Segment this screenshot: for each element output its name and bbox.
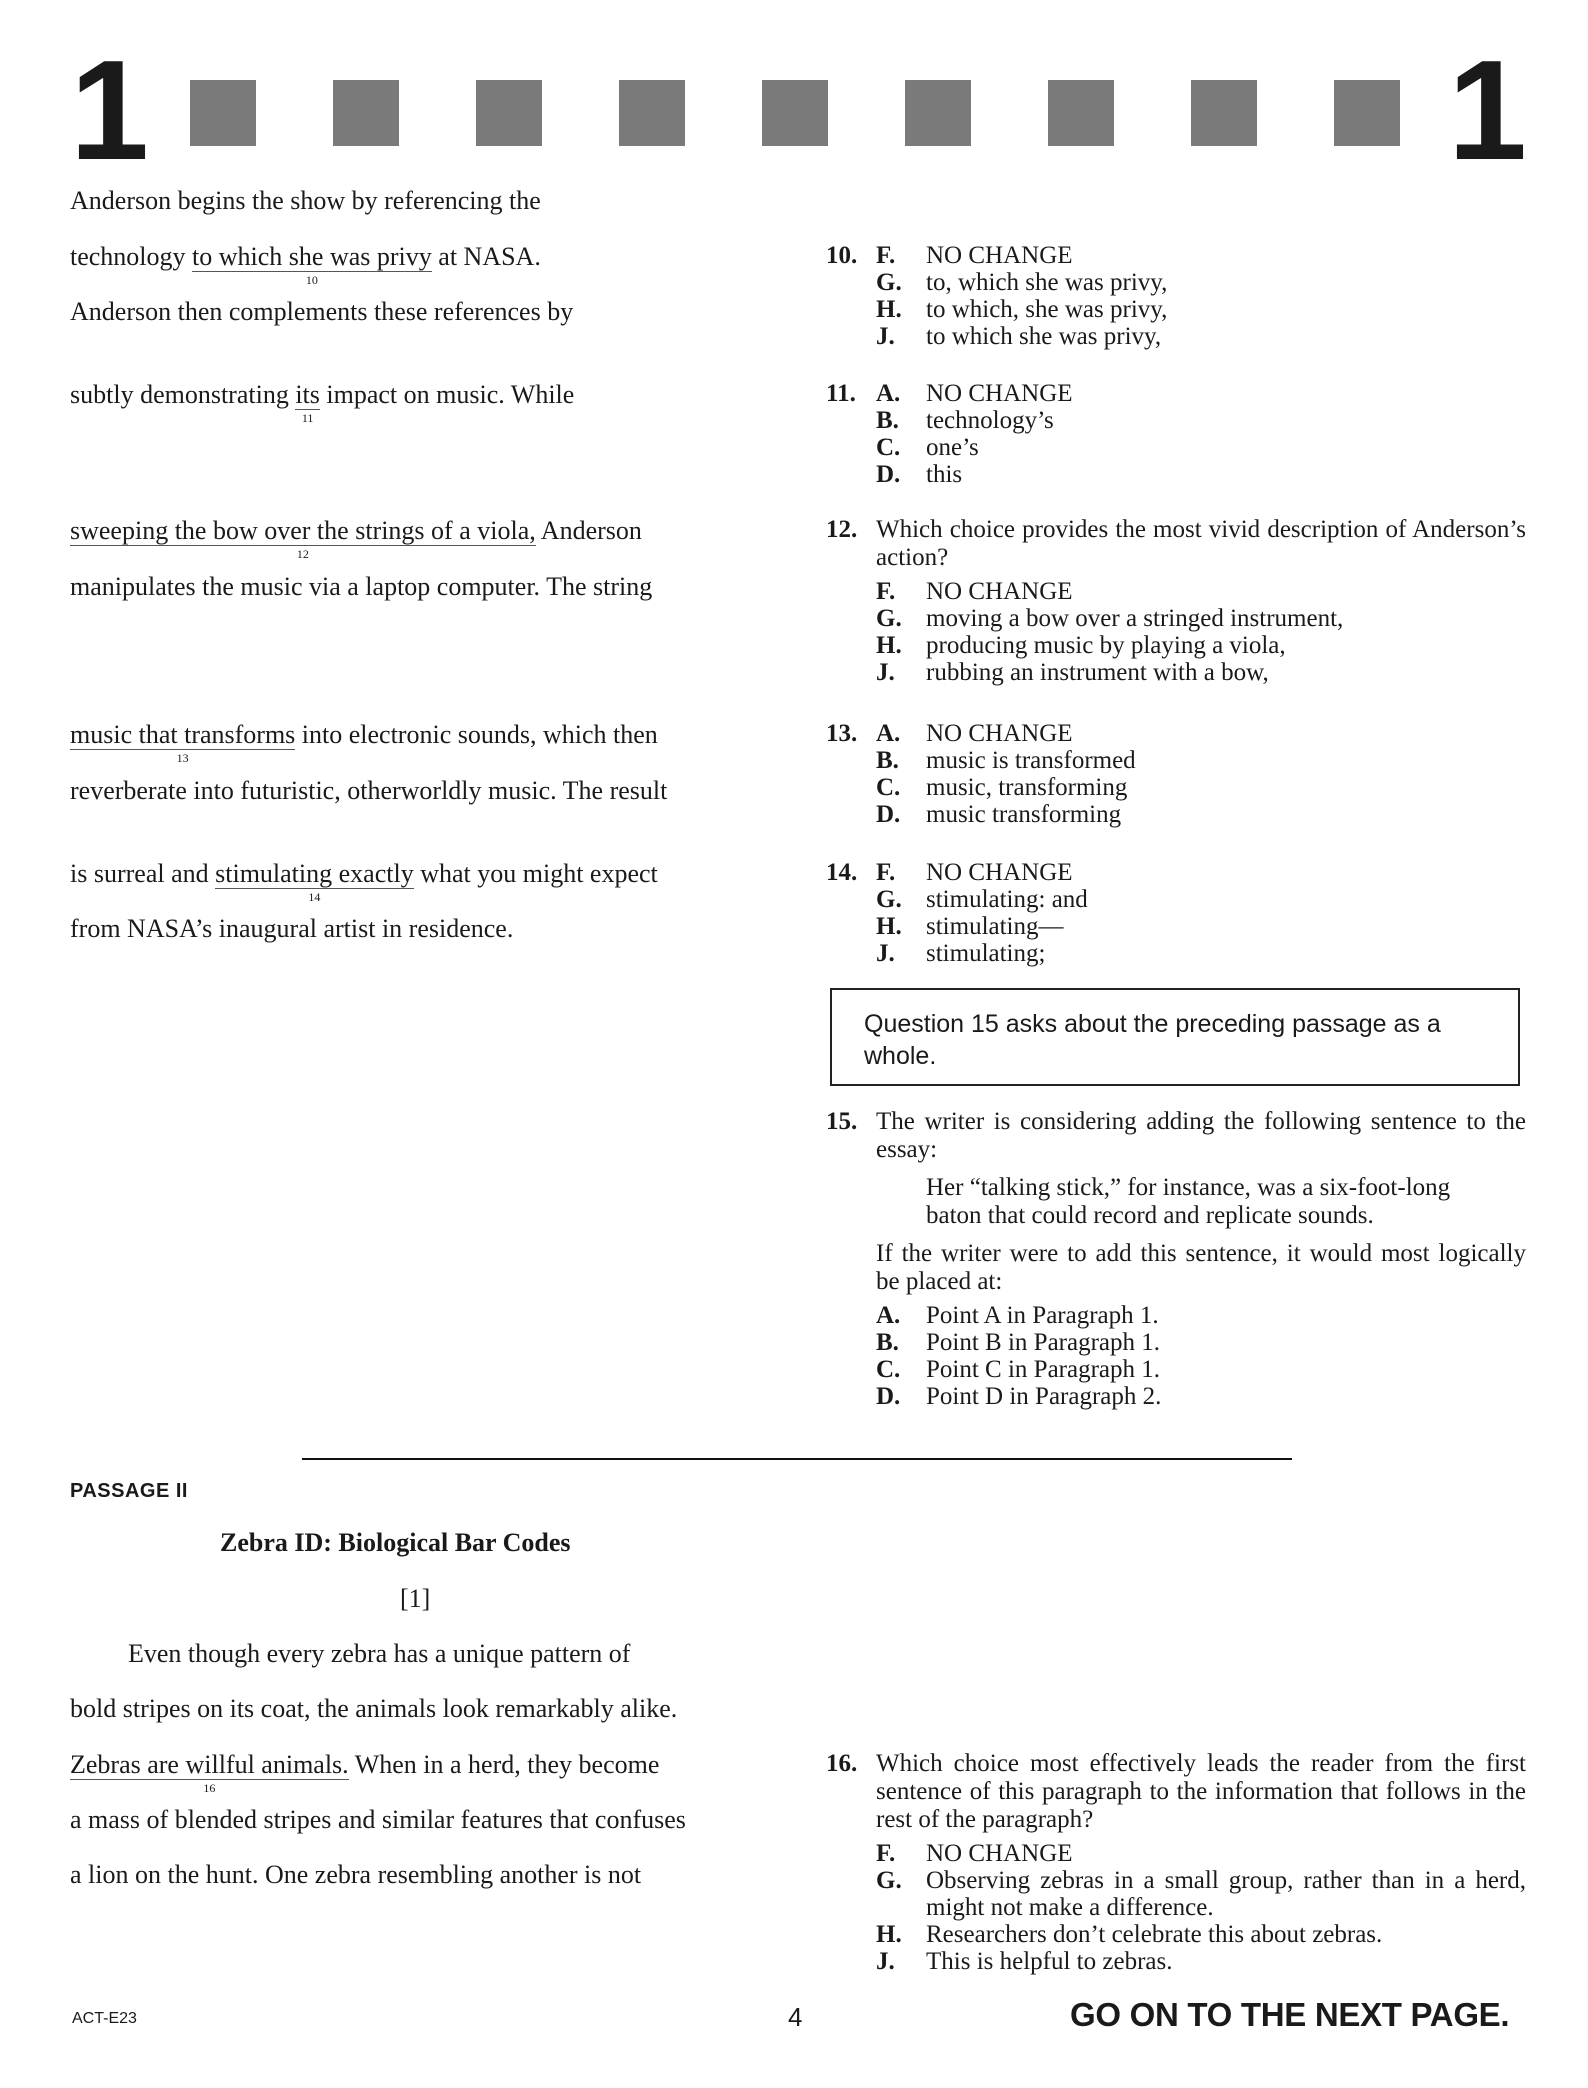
question-number: 11. — [826, 380, 856, 407]
option[interactable]: 14. F. NO CHANGE — [826, 859, 1073, 886]
option[interactable]: 10. F. NO CHANGE — [826, 242, 1073, 269]
underline-number: 11 — [301, 411, 314, 425]
option[interactable]: G. moving a bow over a stringed instrument, — [876, 605, 1344, 632]
section-number-right: 1 — [1448, 31, 1521, 190]
question-substem: If the writer were to add this sentence, it would most logically be placed at: — [876, 1240, 1526, 1295]
underline-number: 14 — [308, 890, 321, 904]
header-square — [476, 80, 542, 146]
underlined-portion-11: its 11 — [295, 380, 320, 425]
section-number-left: 1 — [70, 31, 143, 190]
option[interactable]: H. producing music by playing a viola, — [876, 632, 1286, 659]
question-stem: Which choice provides the most vivid description of Anderson’s action? — [876, 516, 1526, 571]
question-stem: Which choice most effectively leads the reader from the first sentence of this paragraph to the information that follows in the rest of the paragraph? — [876, 1750, 1526, 1833]
option[interactable]: D. this — [876, 461, 963, 488]
header-square — [619, 80, 685, 146]
option[interactable]: F. NO CHANGE — [876, 578, 1073, 605]
underlined-portion-14: stimulating exactly 14 — [215, 859, 414, 904]
underlined-portion-16: Zebras are willful animals. 16 — [70, 1750, 349, 1795]
underlined-portion-12: sweeping the bow over the strings of a viola, 12 — [70, 516, 536, 561]
header-square — [905, 80, 971, 146]
option[interactable]: 11. A. NO CHANGE — [826, 380, 1073, 407]
question-11 — [826, 380, 1526, 488]
question-number: 12. — [826, 516, 858, 543]
option[interactable]: D. music transforming — [876, 801, 1122, 828]
passage-line: Anderson begins the show by referencing the — [70, 186, 541, 215]
header-square — [333, 80, 399, 146]
question-number: 15. — [826, 1108, 858, 1135]
underline-number: 16 — [203, 1781, 216, 1795]
option[interactable]: H. stimulating— — [876, 913, 1064, 940]
passage-line: reverberate into futuristic, otherworldly music. The result — [70, 776, 668, 805]
passage-line: sweeping the bow over the strings of a viola, 12 Anderson — [70, 516, 642, 561]
go-on-notice: GO ON TO THE NEXT PAGE. — [1070, 1996, 1510, 2033]
question-12 — [826, 516, 1526, 686]
question-15-intro-box: Question 15 asks about the preceding passage as a whole. — [830, 988, 1520, 1086]
test-code: ACT-E23 — [72, 2010, 137, 2027]
passage-line: a mass of blended stripes and similar features that confuses — [70, 1805, 686, 1834]
header-square — [1191, 80, 1257, 146]
header-square — [762, 80, 828, 146]
option[interactable]: D. Point D in Paragraph 2. — [876, 1383, 1162, 1410]
passage-line: technology to which she was privy 10 at NASA. — [70, 242, 541, 287]
header-square — [190, 80, 256, 146]
option[interactable]: F. NO CHANGE — [876, 1840, 1073, 1867]
passage-line: subtly demonstrating its 11 impact on music. While — [70, 380, 575, 425]
option[interactable]: H. to which, she was privy, — [876, 296, 1168, 323]
option[interactable]: C. one’s — [876, 434, 979, 461]
question-14 — [826, 859, 1526, 967]
page-number: 4 — [788, 2002, 803, 2032]
passage-line: manipulates the music via a laptop computer. The string — [70, 572, 653, 601]
passage-line: from NASA’s inaugural artist in residence. — [70, 914, 514, 943]
option[interactable]: G. Observing zebras in a small group, rather than in a herd, might not make a difference. — [876, 1867, 1526, 1921]
question-number: 14. — [826, 859, 858, 886]
option[interactable]: J. stimulating; — [876, 940, 1046, 967]
option[interactable]: J. rubbing an instrument with a bow, — [876, 659, 1269, 686]
passage-line: bold stripes on its coat, the animals look remarkably alike. — [70, 1694, 678, 1723]
option[interactable]: J. to which she was privy, — [876, 323, 1162, 350]
header-square — [1334, 80, 1400, 146]
option[interactable]: J. This is helpful to zebras. — [876, 1948, 1173, 1975]
underline-number: 10 — [305, 273, 318, 287]
option[interactable]: C. music, transforming — [876, 774, 1128, 801]
question-stem: The writer is considering adding the following sentence to the essay: — [876, 1108, 1526, 1163]
question-16 — [826, 1750, 1526, 1975]
underline-number: 13 — [176, 751, 189, 765]
passage-title: Zebra ID: Biological Bar Codes — [220, 1528, 571, 1557]
question-10 — [826, 242, 1526, 350]
option[interactable]: B. music is transformed — [876, 747, 1136, 774]
option[interactable]: G. to, which she was privy, — [876, 269, 1168, 296]
header-square — [1048, 80, 1114, 146]
passage-line: Anderson then complements these references by — [70, 297, 574, 326]
question-number: 13. — [826, 720, 858, 747]
section-divider — [302, 1458, 1292, 1460]
passage-line: music that transforms 13 into electronic sounds, which then — [70, 720, 658, 765]
option[interactable]: G. stimulating: and — [876, 886, 1088, 913]
question-15 — [826, 1108, 1526, 1410]
option[interactable]: C. Point C in Paragraph 1. — [876, 1356, 1161, 1383]
option[interactable]: A. Point A in Paragraph 1. — [876, 1302, 1159, 1329]
passage-line: Zebras are willful animals. 16 When in a herd, they become — [70, 1750, 660, 1795]
passage-label: PASSAGE II — [70, 1480, 188, 1502]
passage-line: Even though every zebra has a unique pattern of — [128, 1639, 631, 1668]
option[interactable]: B. technology’s — [876, 407, 1054, 434]
option[interactable]: B. Point B in Paragraph 1. — [876, 1329, 1161, 1356]
paragraph-number: [1] — [400, 1584, 431, 1613]
inserted-sentence: Her “talking stick,” for instance, was a six-foot-long baton that could record and replicate sounds. — [926, 1174, 1451, 1229]
underlined-portion-13: music that transforms 13 — [70, 720, 296, 765]
option[interactable]: H. Researchers don’t celebrate this about zebras. — [876, 1921, 1383, 1948]
underlined-portion-10: to which she was privy 10 — [192, 242, 432, 287]
underline-number: 12 — [296, 547, 309, 561]
passage-line: a lion on the hunt. One zebra resembling another is not — [70, 1860, 642, 1889]
question-13 — [826, 720, 1526, 828]
option[interactable]: 13. A. NO CHANGE — [826, 720, 1073, 747]
passage-line: is surreal and stimulating exactly 14 what you might expect — [70, 859, 658, 904]
question-number: 16. — [826, 1750, 858, 1777]
question-number: 10. — [826, 242, 858, 269]
